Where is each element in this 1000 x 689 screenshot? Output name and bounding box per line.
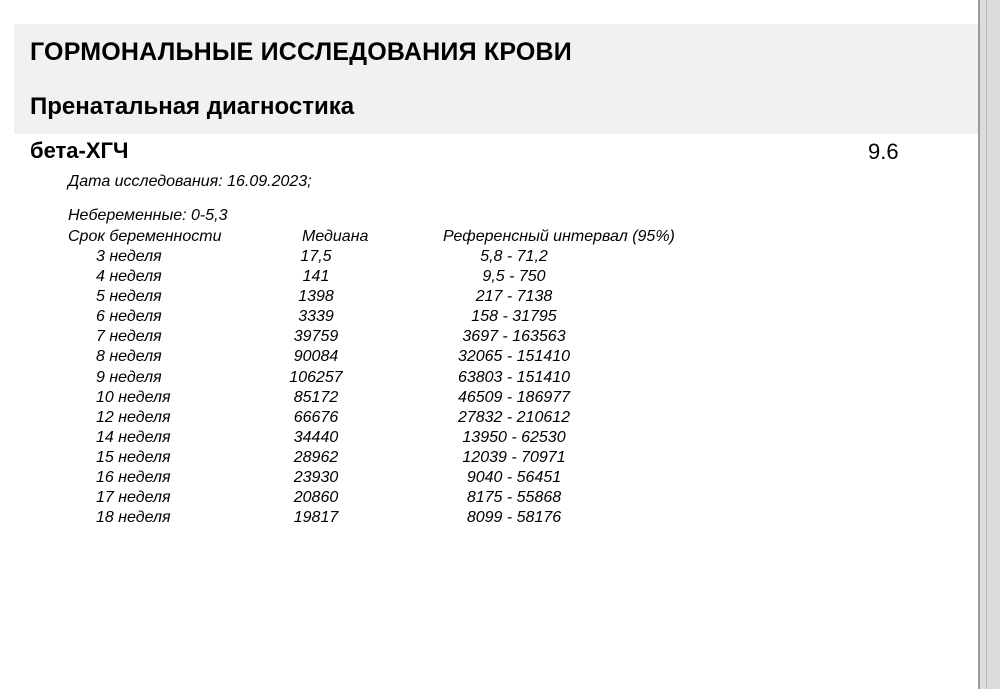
- column-header-median: Медиана: [302, 228, 369, 245]
- column-header-term: Срок беременности: [68, 228, 222, 245]
- cell-term: 12 неделя: [96, 408, 171, 426]
- cell-range: 5,8 - 71,2: [480, 248, 548, 265]
- table-row: [0, 389, 978, 409]
- table-row: [0, 369, 978, 389]
- cell-term: 4 неделя: [96, 268, 162, 286]
- cell-range: 27832 - 210612: [457, 408, 571, 426]
- cell-range: 9040 - 56451: [466, 469, 562, 487]
- table-row: [0, 248, 978, 268]
- cell-term: 18 неделя: [96, 509, 171, 527]
- page-edge: [978, 0, 1000, 689]
- top-margin: [0, 0, 1000, 24]
- test-result-value: 9.6: [868, 139, 899, 164]
- cell-median: 85172: [293, 388, 339, 406]
- test-date: Дата исследования: 16.09.2023;: [68, 173, 312, 190]
- cell-term: 10 неделя: [96, 388, 171, 406]
- table-row: [0, 409, 978, 429]
- cell-median: 3339: [298, 308, 334, 326]
- cell-median: 66676: [293, 408, 339, 426]
- cell-range: 32065 - 151410: [457, 348, 571, 366]
- table-row: [0, 348, 978, 368]
- table-row: [0, 268, 978, 288]
- cell-median: 20860: [293, 489, 339, 507]
- cell-range: 217 - 7138: [475, 288, 553, 306]
- table-row: [0, 449, 978, 469]
- cell-term: 15 неделя: [96, 448, 171, 466]
- cell-range: 63803 - 151410: [457, 368, 571, 386]
- cell-median: 141: [302, 268, 330, 286]
- page-title: ГОРМОНАЛЬНЫЕ ИССЛЕДОВАНИЯ КРОВИ: [30, 38, 572, 66]
- column-header-range: Референсный интервал (95%): [443, 228, 675, 245]
- cell-median: 90084: [293, 348, 339, 366]
- cell-median: 28962: [293, 448, 339, 466]
- table-row: [0, 328, 978, 348]
- cell-term: 8 неделя: [96, 348, 162, 366]
- test-name: бета-ХГЧ: [30, 138, 129, 163]
- reference-table: [0, 248, 978, 529]
- cell-range: 3697 - 163563: [462, 328, 566, 346]
- cell-range: 46509 - 186977: [457, 388, 571, 406]
- cell-median: 1398: [298, 288, 334, 306]
- cell-term: 9 неделя: [96, 368, 162, 386]
- cell-term: 5 неделя: [96, 288, 162, 306]
- cell-term: 17 неделя: [96, 489, 171, 507]
- cell-range: 8099 - 58176: [466, 509, 562, 527]
- table-row: [0, 308, 978, 328]
- section-subtitle: Пренатальная диагностика: [30, 93, 355, 120]
- table-row: [0, 489, 978, 509]
- cell-term: 16 неделя: [96, 469, 171, 487]
- non-pregnant-reference: Небеременные: 0-5,3: [68, 207, 228, 224]
- cell-term: 14 неделя: [96, 428, 171, 446]
- table-row: [0, 469, 978, 489]
- cell-term: 6 неделя: [96, 308, 162, 326]
- cell-median: 17,5: [300, 248, 332, 265]
- cell-median: 39759: [293, 328, 339, 346]
- cell-range: 158 - 31795: [471, 308, 557, 326]
- table-row: [0, 509, 978, 529]
- cell-term: 3 неделя: [96, 248, 162, 265]
- cell-range: 9,5 - 750: [482, 268, 546, 286]
- cell-range: 13950 - 62530: [462, 428, 566, 446]
- cell-range: 12039 - 70971: [462, 448, 566, 466]
- cell-median: 23930: [293, 469, 339, 487]
- cell-range: 8175 - 55868: [466, 489, 562, 507]
- cell-term: 7 неделя: [96, 328, 162, 346]
- table-row: [0, 429, 978, 449]
- table-row: [0, 288, 978, 308]
- cell-median: 19817: [293, 509, 339, 527]
- cell-median: 34440: [293, 428, 339, 446]
- cell-median: 106257: [289, 368, 343, 386]
